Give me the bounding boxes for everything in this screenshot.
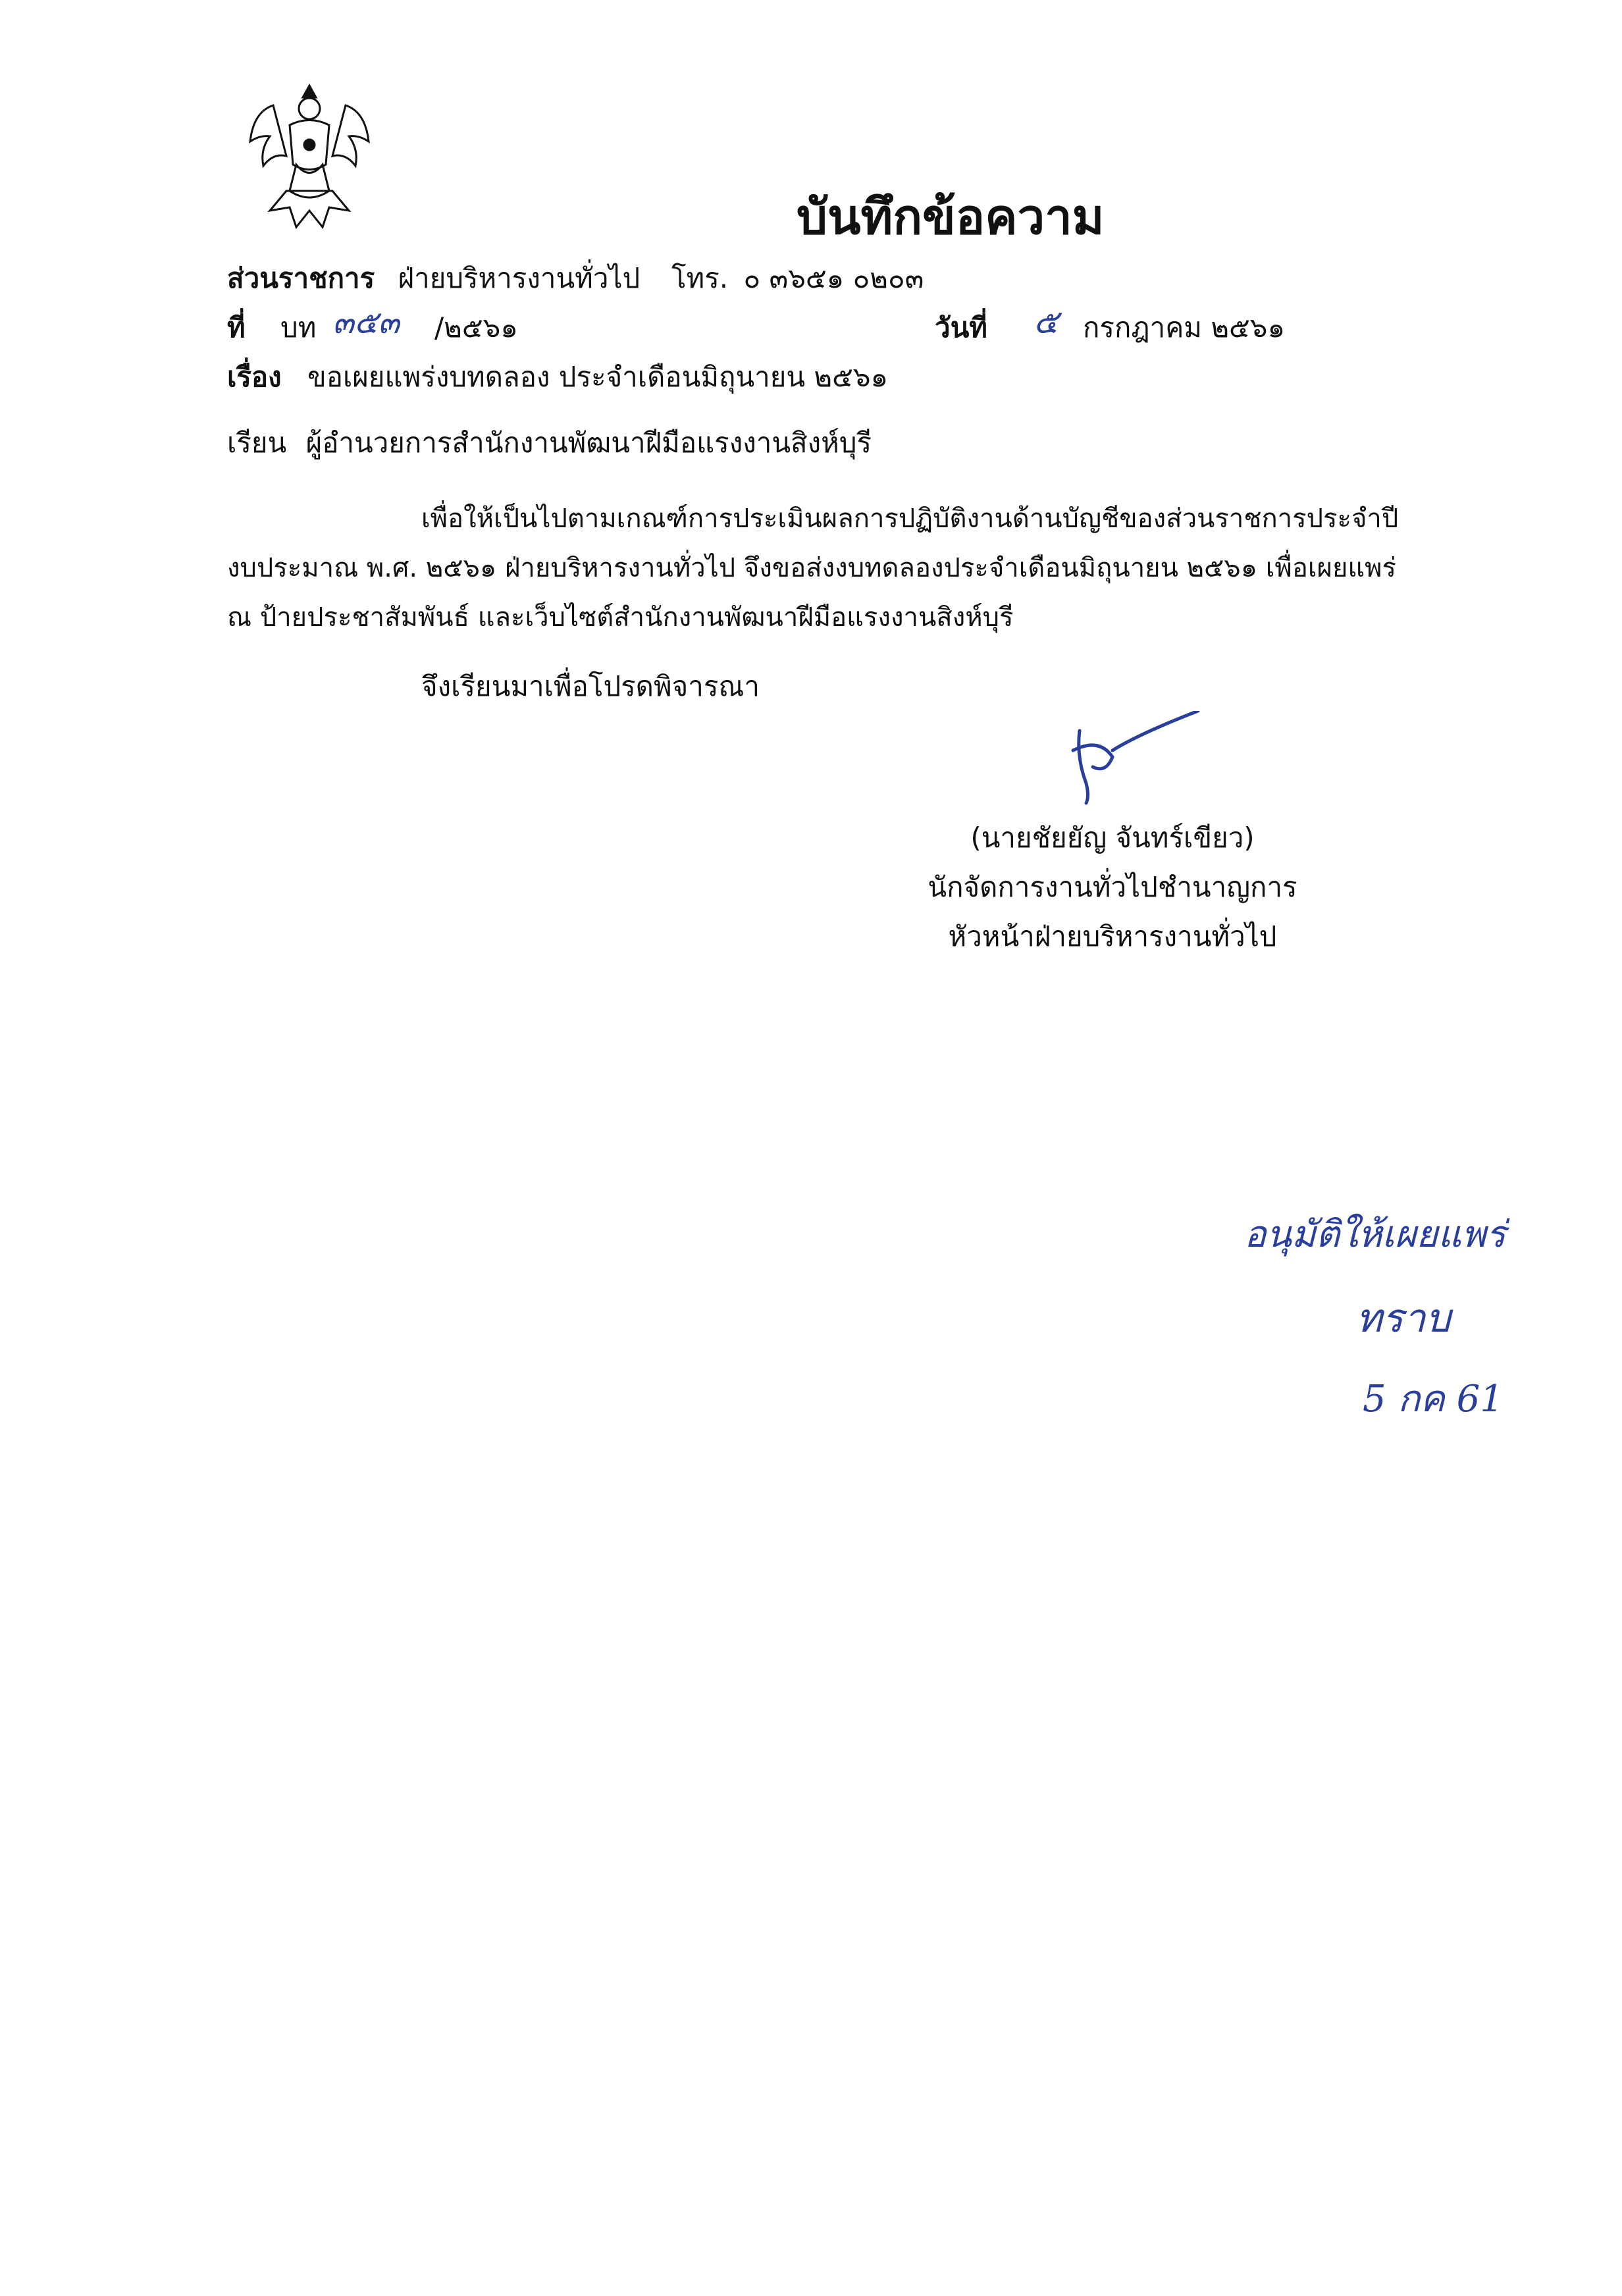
signer-name: (นายชัยยัญ จันทร์เขียว): [970, 822, 1255, 854]
tel-label: โทร.: [671, 262, 729, 294]
addressee-label: เรียน: [227, 427, 287, 459]
tel-value: ๐ ๓๖๕๑ ๐๒๐๓: [743, 262, 924, 294]
body-line-2: งบประมาณ พ.ศ. ๒๕๖๑ ฝ่ายบริหารงานทั่วไป จึงขอส่งงบทดลองประจำเดือนมิถุนายน ๒๕๖๑ เพื่อเผยแพร่: [227, 553, 1397, 583]
garuda-emblem-icon: [234, 79, 385, 240]
body-line-3: ณ ป้ายประชาสัมพันธ์ และเว็บไซต์สำนักงานพัฒนาฝีมือแรงงานสิงห์บุรี: [227, 602, 1014, 633]
date-label: วันที่: [935, 311, 987, 344]
handwritten-note-line-1: อนุมัติให้เผยแพร่: [1244, 1213, 1506, 1256]
dept-label: ส่วนราชการ: [227, 262, 375, 294]
handwritten-note-line-2: ทราบ: [1356, 1295, 1451, 1342]
handwritten-date-day: ๕: [1033, 303, 1059, 341]
closing-line: จึงเรียนมาเพื่อโปรดพิจารณา: [421, 670, 760, 702]
handwritten-note-date: 5 กค 61: [1363, 1378, 1504, 1421]
signature-scribble: [1053, 711, 1205, 810]
date-value: กรกฎาคม ๒๕๖๑: [1083, 311, 1286, 344]
ref-label: ที่: [227, 311, 246, 344]
subject-value: ขอเผยแพร่งบทดลอง ประจำเดือนมิถุนายน ๒๕๖๑: [307, 361, 889, 393]
signer-position-1: นักจัดการงานทั่วไปชำนาญการ: [928, 871, 1297, 903]
signer-position-2: หัวหน้าฝ่ายบริหารงานทั่วไป: [948, 920, 1277, 952]
subject-label: เรื่อง: [227, 361, 282, 393]
body-line-1: เพื่อให้เป็นไปตามเกณฑ์การประเมินผลการปฏิบัติงานด้านบัญชีของส่วนราชการประจำปี: [421, 504, 1399, 534]
memo-title: บันทึกข้อความ: [797, 189, 1105, 246]
dept-value: ฝ่ายบริหารงานทั่วไป: [398, 262, 641, 294]
handwritten-ref-number: ๓๕๓: [332, 304, 400, 341]
addressee-value: ผู้อำนวยการสำนักงานพัฒนาฝีมือแรงงานสิงห์บุรี: [305, 427, 872, 459]
ref-suffix: /๒๕๖๑: [434, 311, 518, 344]
ref-prefix: บท: [280, 311, 317, 344]
